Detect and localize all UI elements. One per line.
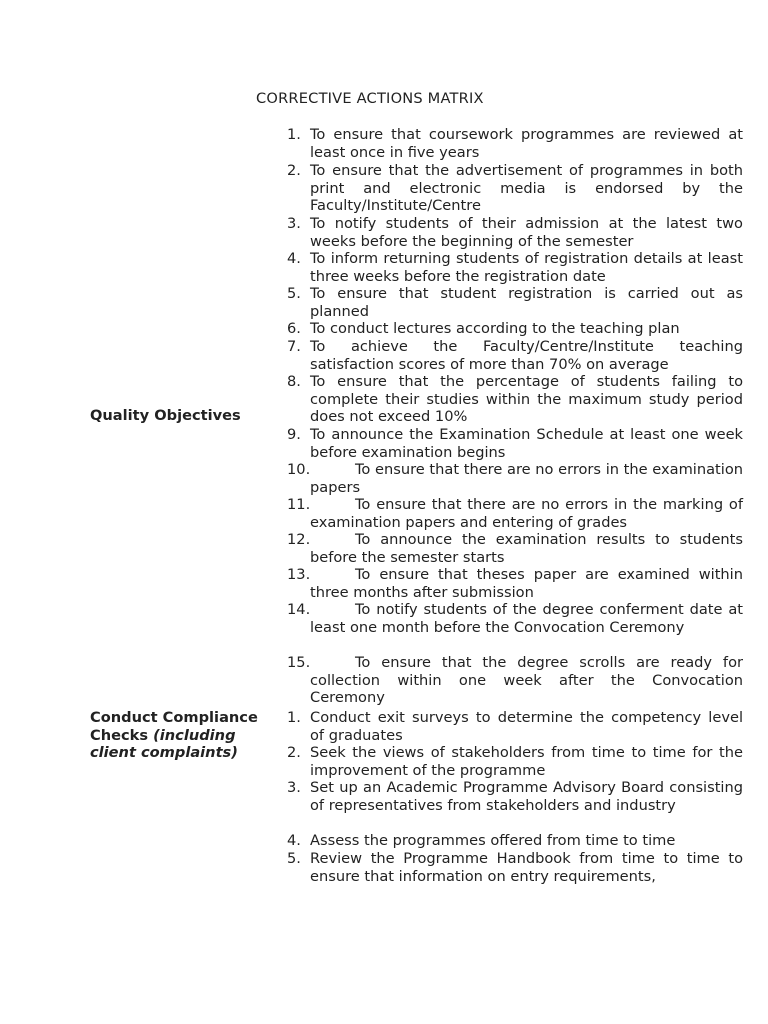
item-number: 6. [287, 320, 301, 337]
quality-objective-item [287, 373, 743, 426]
compliance-check-item [287, 744, 743, 779]
quality-objective-item [287, 601, 743, 636]
compliance-label-line3: client complaints) [90, 744, 238, 762]
compliance-label-line1: Conduct Compliance [90, 709, 258, 726]
item-number: 7. [287, 338, 301, 355]
item-text: Assess the programmes offered from time to time [310, 832, 676, 849]
compliance-check-item [287, 709, 743, 744]
item-text: To ensure that there are no errors in the marking of examination papers and entering of grades [310, 496, 743, 531]
item-text: To ensure that student registration is carried out as planned [310, 285, 743, 320]
item-number: 4. [287, 250, 301, 267]
compliance-check-item [287, 832, 743, 850]
item-text: Review the Programme Handbook from time to time to ensure that information on entry requirements, [310, 850, 743, 885]
item-text: Seek the views of stakeholders from time to time for the improvement of the programme [310, 744, 743, 779]
item-text: Set up an Academic Programme Advisory Board consisting of representatives from stakeholders and industry [310, 779, 743, 814]
item-number: 1. [287, 709, 301, 726]
item-text: To inform returning students of registration details at least three weeks before the registration date [310, 250, 743, 285]
item-text: To ensure that there are no errors in the examination papers [310, 461, 743, 496]
item-number: 15. [287, 654, 311, 671]
item-number: 5. [287, 850, 301, 867]
item-number: 4. [287, 832, 301, 849]
quality-objectives-label: Quality Objectives [90, 407, 241, 424]
item-number: 1. [287, 126, 301, 143]
item-number: 9. [287, 426, 301, 443]
compliance-label-line2 [90, 727, 258, 745]
item-number: 5. [287, 285, 301, 302]
item-number: 12. [287, 531, 311, 548]
quality-objective-item [287, 426, 743, 461]
item-number: 8. [287, 373, 301, 390]
quality-objective-item [287, 338, 743, 373]
quality-objective-item [287, 531, 743, 566]
item-text: To ensure that coursework programmes are reviewed at least once in five years [310, 126, 743, 161]
item-text: To ensure that the advertisement of programmes in both print and electronic media is endorsed by the Faculty/Institute/Centre [310, 162, 743, 215]
item-number: 2. [287, 162, 301, 179]
compliance-check-item [287, 779, 743, 814]
quality-objective-item [287, 162, 743, 215]
item-text: To announce the Examination Schedule at least one week before examination begins [310, 426, 743, 461]
quality-objective-item [287, 320, 743, 338]
compliance-check-item [287, 850, 743, 885]
compliance-checks-label [90, 709, 258, 762]
item-text: To achieve the Faculty/Centre/Institute teaching satisfaction scores of more than 70% on average [310, 338, 743, 373]
item-text: To notify students of the degree conferment date at least one month before the Convocation Ceremony [310, 601, 743, 636]
item-number: 10. [287, 461, 311, 478]
quality-objective-item [287, 215, 743, 250]
item-number: 3. [287, 215, 301, 232]
quality-objective-item [287, 654, 743, 707]
compliance-label-line2-italic: (including [153, 726, 236, 744]
item-number: 13. [287, 566, 311, 583]
item-number: 14. [287, 601, 311, 618]
item-text: To notify students of their admission at the latest two weeks before the beginning of the semester [310, 215, 743, 250]
document-title: CORRECTIVE ACTIONS MATRIX [256, 90, 484, 107]
item-text: To ensure that theses paper are examined within three months after submission [310, 566, 743, 601]
item-number: 11. [287, 496, 311, 513]
item-text: To ensure that the degree scrolls are ready for collection within one week after the Convocation Ceremony [310, 654, 743, 707]
quality-objective-item [287, 250, 743, 285]
item-text: To conduct lectures according to the teaching plan [310, 320, 680, 337]
item-number: 3. [287, 779, 301, 796]
quality-objective-item [287, 126, 743, 161]
item-text: To ensure that the percentage of students failing to complete their studies within the maximum study period does not exceed 10% [310, 373, 743, 426]
item-number: 2. [287, 744, 301, 761]
quality-objective-item [287, 566, 743, 601]
compliance-label-line2-plain: Checks [90, 726, 154, 744]
item-text: To announce the examination results to students before the semester starts [310, 531, 743, 566]
quality-objective-item [287, 285, 743, 320]
quality-objective-item [287, 496, 743, 531]
item-text: Conduct exit surveys to determine the competency level of graduates [310, 709, 743, 744]
quality-objective-item [287, 461, 743, 496]
